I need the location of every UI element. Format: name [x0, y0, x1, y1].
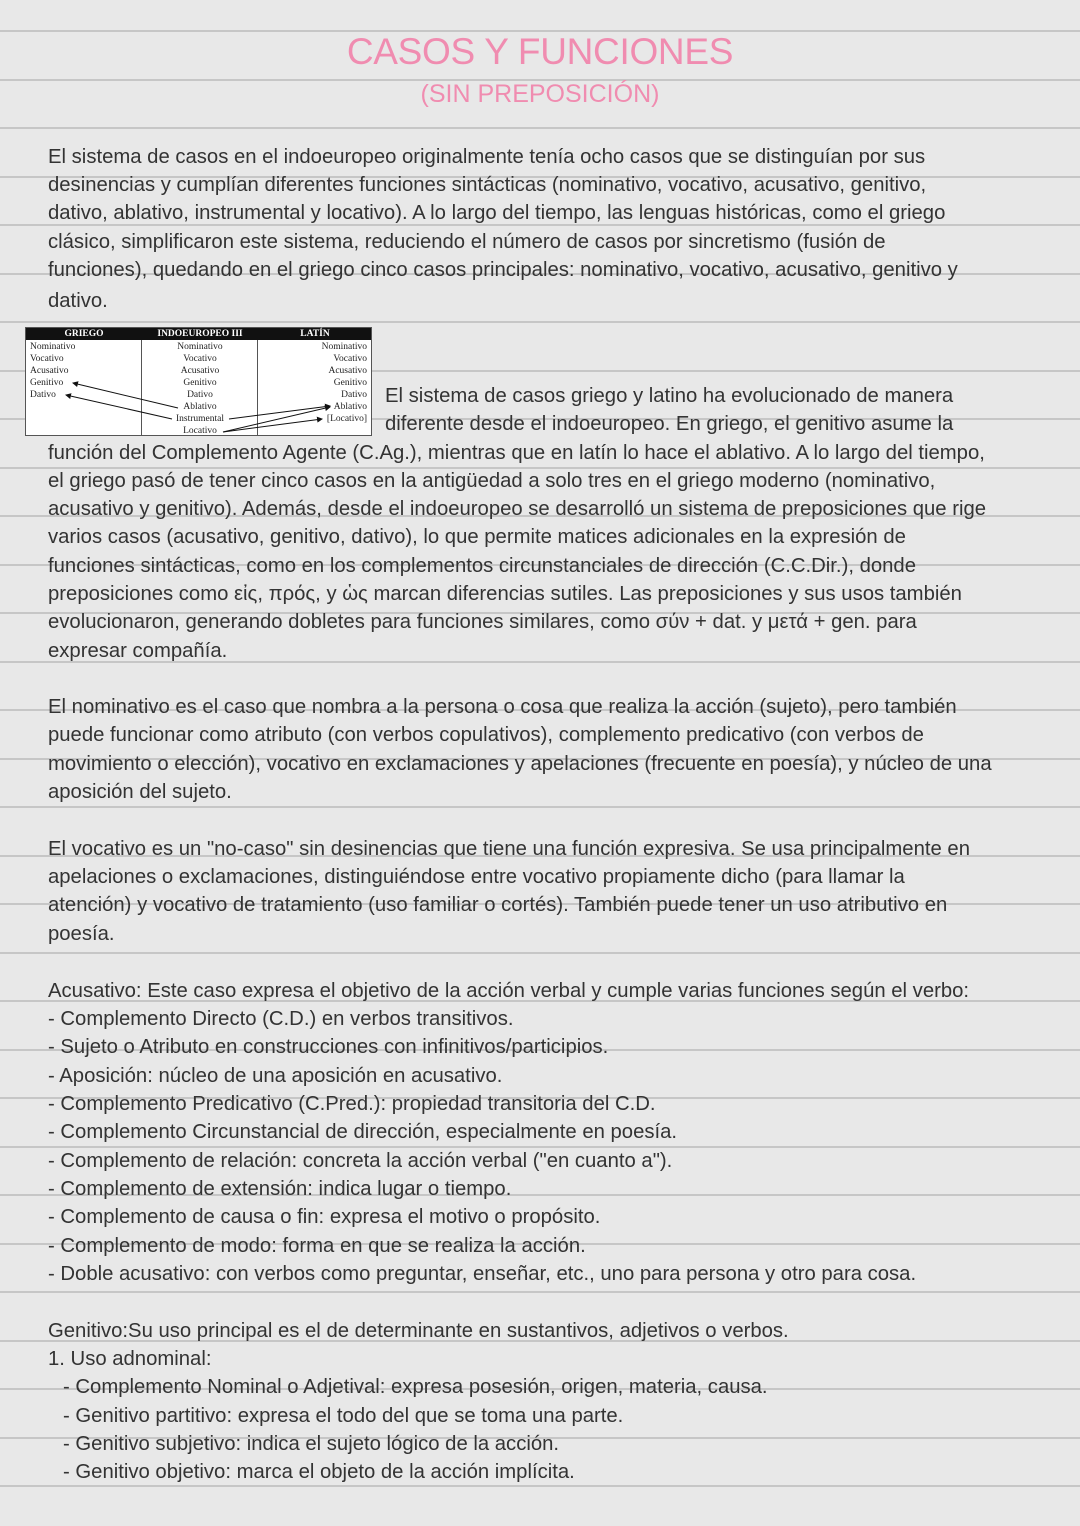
text-line: El nominativo es el caso que nombra a la persona o cosa que realiza la acción (sujeto), pero también [48, 696, 957, 718]
list-item: - Complemento Circunstancial de dirección, especialmente en poesía. [48, 1121, 678, 1143]
list-item: - Complemento Predicativo (C.Pred.): propiedad transitoria del C.D. [48, 1093, 656, 1115]
ruled-line [0, 806, 1080, 808]
text-line: puede funcionar como atributo (con verbos copulativos), complemento predicativo (con verbos de [48, 724, 924, 746]
arrow-locativo-to-ablativo [223, 407, 330, 432]
indoeuropeo-case: Dativo [187, 390, 213, 400]
text-line: expresar compañía. [48, 640, 228, 662]
latin-case: Ablativo [333, 402, 367, 412]
text-line: desinencias y cumplían diferentes funciones sintácticas (nominativo, vocativo, acusativo, genitivo, [48, 174, 927, 196]
indoeuropeo-case: Genitivo [183, 378, 217, 388]
indoeuropeo-case: Instrumental [175, 414, 224, 424]
text-line: clásico, simplificaron este sistema, reduciendo el número de casos por sincretismo (fusión de [48, 231, 886, 253]
indoeuropeo-case: Locativo [183, 426, 217, 436]
text-line: movimiento o elección), vocativo en exclamaciones y apelaciones (frecuente en poesía), y núcleo de una [48, 753, 992, 775]
indoeuropeo-case: Ablativo [183, 402, 217, 412]
acusativo-intro: Acusativo: Este caso expresa el objetivo de la acción verbal y cumple varias funciones según el verbo: [48, 980, 970, 1002]
text-line: diferente desde el indoeuropeo. En griego, el genitivo asume la [385, 413, 954, 435]
arrow-instrumental-to-dativo [66, 395, 172, 419]
text-line: varios casos (acusativo, genitivo, dativo), lo que permite matices adicionales en la expresión de [48, 526, 906, 548]
griego-case: Genitivo [30, 378, 64, 388]
text-line: funciones sintácticas, como en los complementos circunstanciales de dirección (C.C.Dir.), donde [48, 555, 916, 577]
text-line: evolucionaron, generando dobletes para funciones similares, como σύν + dat. y μετά + gen. para [48, 611, 917, 633]
indoeuropeo-case: Vocativo [183, 354, 217, 364]
latin-case: Genitivo [333, 378, 367, 388]
text-line: apelaciones o exclamaciones, distinguiéndose entre vocativo propiamente dicho (para llamar la [48, 866, 905, 888]
header-griego: GRIEGO [64, 329, 104, 339]
page-subtitle: (SIN PREPOSICIÓN) [420, 80, 660, 108]
text-line: dativo, ablativo, instrumental y locativo). A lo largo del tiempo, las lenguas históricas, como el griego [48, 202, 946, 224]
text-line: aposición del sujeto. [48, 781, 232, 803]
ruled-line [0, 127, 1080, 129]
arrow-locativo-to-locativo [223, 419, 322, 432]
case-evolution-arrows [26, 328, 373, 437]
latin-case: Vocativo [333, 354, 367, 364]
text-line: funciones), quedando en el griego cinco casos principales: nominativo, vocativo, acusativo, genitivo y [48, 259, 958, 281]
griego-case: Nominativo [30, 342, 76, 352]
header-indoeuropeo: INDOEUROPEO III [157, 329, 243, 339]
griego-case: Dativo [30, 390, 56, 400]
ruled-line [0, 952, 1080, 954]
indoeuropeo-case: Nominativo [177, 342, 223, 352]
text-line: dativo. [48, 290, 108, 312]
list-item: - Complemento de relación: concreta la acción verbal ("en cuanto a"). [48, 1150, 673, 1172]
genitivo-subheading: 1. Uso adnominal: [48, 1348, 212, 1370]
list-item: - Sujeto o Atributo en construcciones con infinitivos/participios. [48, 1036, 609, 1058]
ruled-line [0, 321, 1080, 323]
genitivo-intro: Genitivo:Su uso principal es el de determinante en sustantivos, adjetivos o verbos. [48, 1320, 789, 1342]
text-line: preposiciones como εἰς, πρός, y ὡς marcan diferencias sutiles. Las preposiciones y sus usos también [48, 583, 962, 605]
list-item: - Genitivo subjetivo: indica el sujeto lógico de la acción. [63, 1433, 560, 1455]
latin-case: Acusativo [328, 366, 367, 376]
latin-case: Nominativo [321, 342, 367, 352]
indoeuropeo-case: Acusativo [180, 366, 220, 376]
list-item: - Doble acusativo: con verbos como preguntar, enseñar, etc., uno para persona y otro para cosa. [48, 1263, 917, 1285]
griego-case: Acusativo [30, 366, 69, 376]
list-item: - Complemento de causa o fin: expresa el motivo o propósito. [48, 1206, 601, 1228]
text-line: atención) y vocativo de tratamiento (uso familiar o cortés). También puede tener un uso atributivo en [48, 894, 948, 916]
list-item: - Genitivo partitivo: expresa el todo del que se toma una parte. [63, 1405, 624, 1427]
text-line: El vocativo es un "no-caso" sin desinencias que tiene una función expresiva. Se usa principalmente en [48, 838, 970, 860]
page-title: CASOS Y FUNCIONES [346, 31, 734, 72]
text-line: función del Complemento Agente (C.Ag.), mientras que en latín lo hace el ablativo. A lo largo del tiempo, [48, 442, 985, 464]
list-item: - Complemento Directo (C.D.) en verbos transitivos. [48, 1008, 514, 1030]
ruled-line [0, 1291, 1080, 1293]
list-item: - Complemento de extensión: indica lugar o tiempo. [48, 1178, 512, 1200]
latin-case: Dativo [341, 390, 367, 400]
text-line: el griego pasó de tener cinco casos en la antigüedad a solo tres en el griego moderno (nominativo, [48, 470, 936, 492]
arrow-instrumental-to-ablativo [229, 406, 330, 419]
list-item: - Aposición: núcleo de una aposición en acusativo. [48, 1065, 503, 1087]
latin-case: [Locativo] [326, 414, 367, 424]
text-line: El sistema de casos en el indoeuropeo originalmente tenía ocho casos que se distinguían por sus [48, 146, 926, 168]
griego-case: Vocativo [30, 354, 64, 364]
text-line: poesía. [48, 923, 115, 945]
list-item: - Complemento Nominal o Adjetival: expresa posesión, origen, materia, causa. [63, 1376, 768, 1398]
list-item: - Complemento de modo: forma en que se realiza la acción. [48, 1235, 586, 1257]
list-item: - Genitivo objetivo: marca el objeto de la acción implícita. [63, 1461, 575, 1483]
case-comparison-table [25, 327, 372, 436]
header-latin: LATÍN [300, 329, 330, 339]
text-line: El sistema de casos griego y latino ha evolucionado de manera [385, 385, 954, 407]
arrow-ablativo-to-genitivo [73, 383, 178, 408]
text-line: acusativo y genitivo). Además, desde el indoeuropeo se desarrolló un sistema de preposiciones que rige [48, 498, 987, 520]
